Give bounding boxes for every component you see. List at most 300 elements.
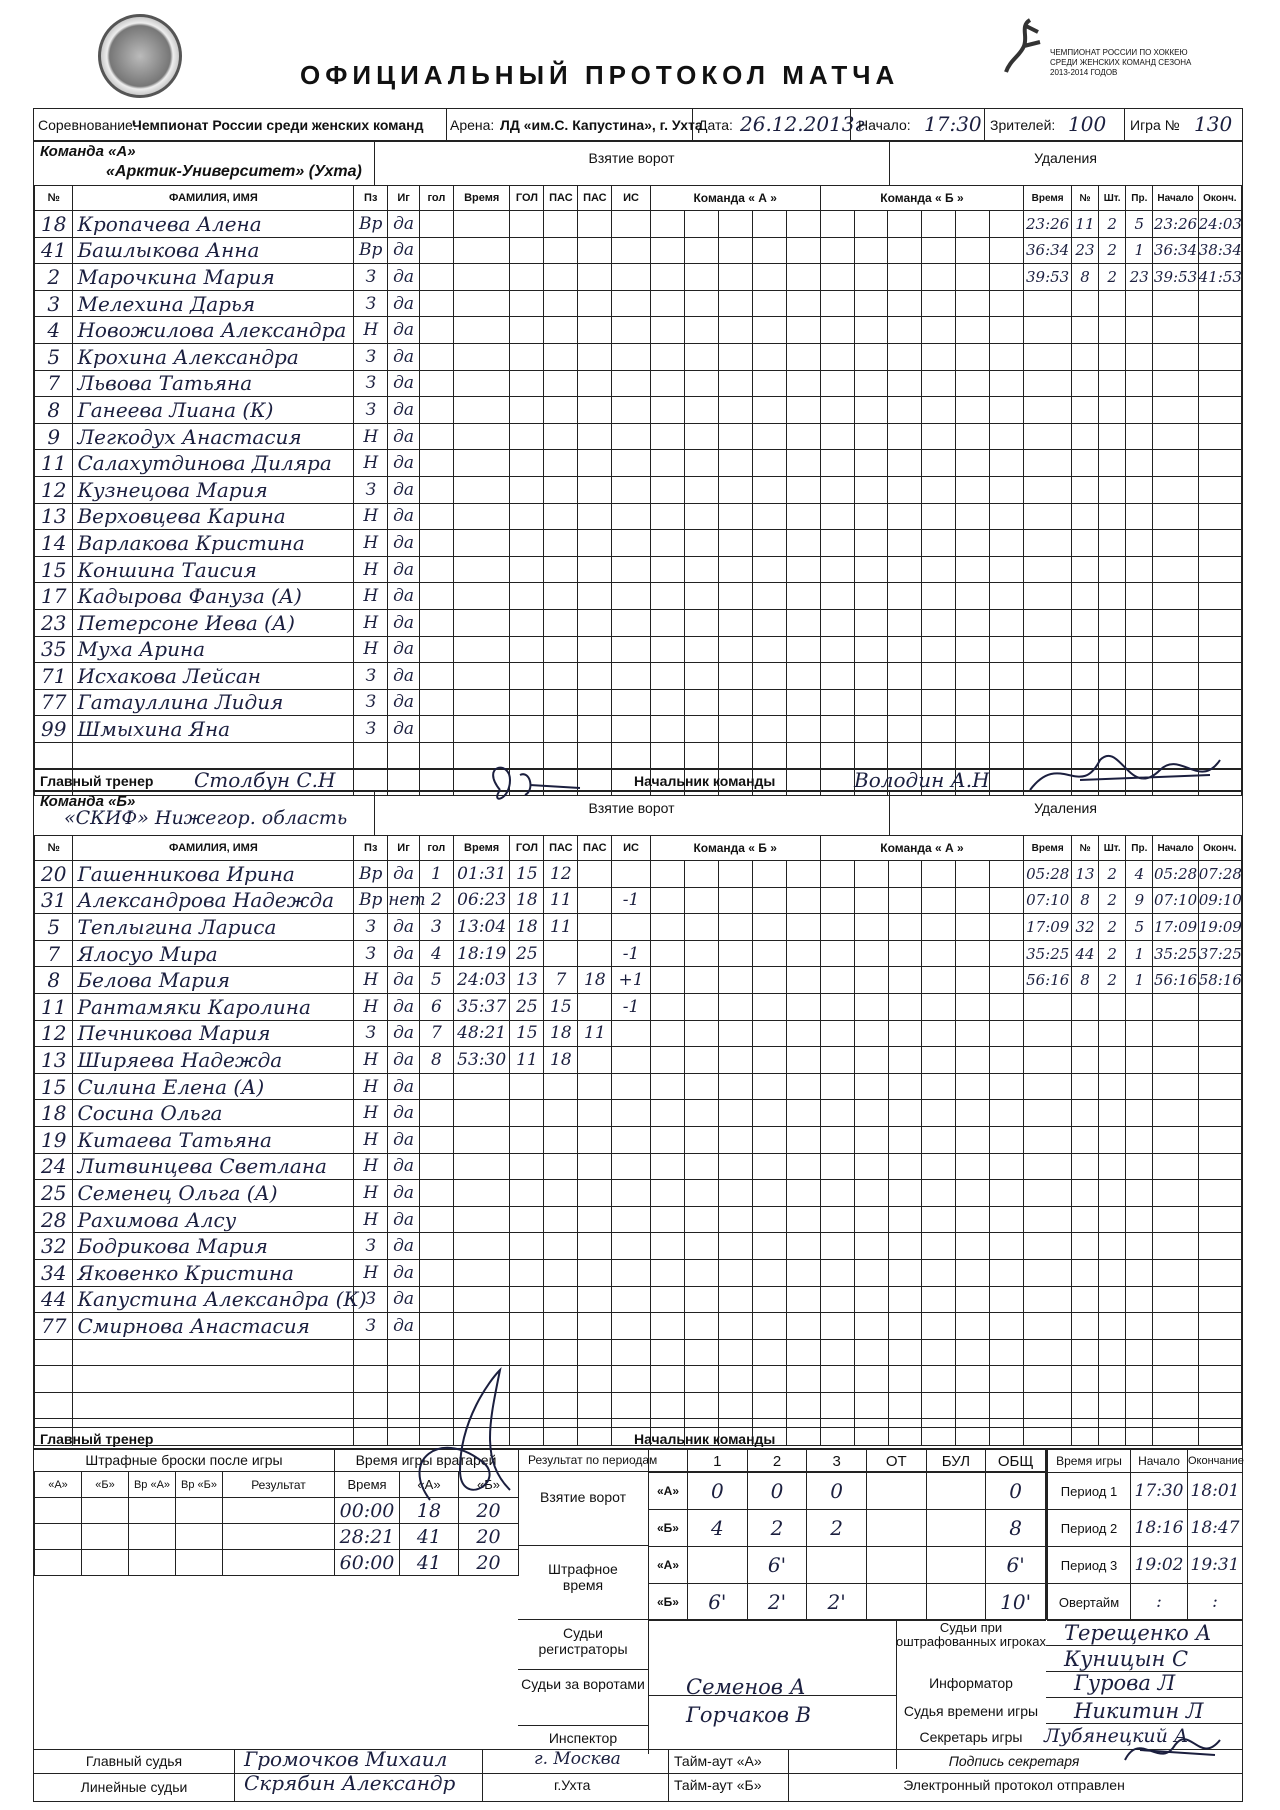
goal-grid-cell: [650, 583, 684, 610]
goal-grid-cell: [956, 609, 990, 636]
goal-grid-cell: [718, 967, 752, 994]
goal-grid-cell: [956, 1339, 990, 1366]
goal-grid-cell: [718, 1313, 752, 1340]
goal-assist-2: [578, 1366, 612, 1393]
goal-grid-cell: [956, 397, 990, 424]
penalties-section-title: Удаления: [889, 141, 1242, 186]
penalty-minutes: [1099, 1153, 1126, 1180]
goal-grid-cell: [854, 1366, 888, 1393]
player-row: [35, 530, 1242, 557]
goal-grid-cell: [684, 1100, 718, 1127]
goal-strength: [612, 370, 650, 397]
penalty-player: [1071, 503, 1098, 530]
player-position: Н: [354, 1100, 388, 1127]
goal-grid-cell: [820, 211, 854, 238]
own-team-goals-col: Команда « А »: [650, 186, 820, 211]
goal-grid-cell: [922, 1073, 956, 1100]
penalty-start: 39:53: [1153, 264, 1198, 291]
goal-grid-cell: [752, 1206, 786, 1233]
manager-label: Начальник команды: [634, 1431, 776, 1447]
penbox-judge-1: Терещенко А: [1064, 1621, 1212, 1645]
goal-number: [419, 1073, 453, 1100]
inspector-label: Инспектор: [518, 1725, 649, 1754]
goal-assist-2: 18: [578, 967, 612, 994]
player-number: 11: [35, 993, 73, 1020]
penalty-minutes: [1099, 636, 1126, 663]
penalty-reason: [1126, 1206, 1153, 1233]
goal-grid-cell: [854, 370, 888, 397]
goalie-col-time: Время: [335, 1472, 400, 1498]
player-name: Капустина Александра (К): [73, 1286, 354, 1313]
goal-grid-cell: [650, 914, 684, 941]
manager-signature: [1020, 740, 1230, 810]
footer-divider: [34, 1773, 1242, 1774]
player-number: 13: [35, 503, 73, 530]
footer-divider: [34, 1749, 1242, 1750]
goal-scorer: [510, 530, 544, 557]
goal-time: [453, 1126, 510, 1153]
penalty-start: [1153, 317, 1198, 344]
goal-grid-cell: [888, 1313, 922, 1340]
player-played: да: [388, 636, 420, 663]
goal-grid-cell: [650, 663, 684, 690]
goal-grid-cell: [854, 1047, 888, 1074]
player-position: З: [354, 1313, 388, 1340]
goal-grid-cell: [854, 1392, 888, 1419]
goal-assist-2: [578, 940, 612, 967]
goal-grid-cell: [650, 609, 684, 636]
goal-assist-2: [578, 1153, 612, 1180]
player-position: [354, 742, 388, 769]
penalty-start: [1153, 1153, 1198, 1180]
penalty-time: [1024, 476, 1072, 503]
player-number: 18: [35, 211, 73, 238]
goal-grid-cell: [786, 450, 820, 477]
goal-grid-cell: [922, 940, 956, 967]
period-col: ОБЩ: [986, 1450, 1046, 1473]
goal-grid-cell: [684, 370, 718, 397]
goal-grid-cell: [854, 1180, 888, 1207]
goal-strength: [612, 636, 650, 663]
period-row: [649, 1473, 1046, 1510]
player-number: 24: [35, 1153, 73, 1180]
goal-grid-cell: [718, 476, 752, 503]
player-played: да: [388, 343, 420, 370]
goal-number: [419, 397, 453, 424]
goal-grid-cell: [820, 993, 854, 1020]
penalty-player: [1071, 370, 1098, 397]
goal-grid-cell: [854, 636, 888, 663]
goal-grid-cell: [956, 1153, 990, 1180]
goal-assist-1: [544, 1153, 578, 1180]
championship-logo: [1000, 16, 1050, 76]
goal-grid-cell: [854, 423, 888, 450]
col-is: ИС: [612, 186, 650, 211]
penalty-start: [1153, 343, 1198, 370]
goal-grid-cell: [956, 1020, 990, 1047]
goal-grid-cell: [718, 1259, 752, 1286]
goal-strength: [612, 264, 650, 291]
goal-grid-cell: [786, 1313, 820, 1340]
penalty-time: [1024, 1366, 1072, 1393]
penalty-reason: 9: [1126, 887, 1153, 914]
player-number: 28: [35, 1206, 73, 1233]
goal-grid-cell: [956, 343, 990, 370]
period-value: [926, 1473, 986, 1510]
goal-assist-1: [544, 636, 578, 663]
penalty-reason: [1126, 370, 1153, 397]
goal-grid-cell: [786, 343, 820, 370]
penalty-start: 05:28: [1153, 861, 1198, 888]
goal-grid-cell: [752, 636, 786, 663]
referee-signature: [400, 1360, 550, 1510]
penalty-player: [1071, 716, 1098, 743]
goal-grid-cell: [888, 1392, 922, 1419]
goal-time: [453, 556, 510, 583]
goal-grid-cell: [888, 211, 922, 238]
goal-grid-cell: [854, 476, 888, 503]
goal-strength: [612, 1392, 650, 1419]
goal-grid-cell: [786, 1100, 820, 1127]
goal-grid-cell: [684, 609, 718, 636]
player-position: [354, 1339, 388, 1366]
penalty-minutes: [1099, 1180, 1126, 1207]
goal-grid-cell: [956, 914, 990, 941]
player-number: [35, 1339, 73, 1366]
player-row: [35, 290, 1242, 317]
player-number: 99: [35, 716, 73, 743]
goal-grid-cell: [888, 237, 922, 264]
goal-grid-cell: [956, 583, 990, 610]
period-value: [926, 1547, 986, 1584]
penalty-end: [1198, 423, 1241, 450]
player-played: да: [388, 914, 420, 941]
goal-grid-cell: [718, 1180, 752, 1207]
goal-assist-1: [544, 1073, 578, 1100]
player-row: [35, 237, 1242, 264]
penalty-end: [1198, 609, 1241, 636]
penalty-time: 17:09: [1024, 914, 1072, 941]
player-position: З: [354, 914, 388, 941]
goal-grid-cell: [786, 940, 820, 967]
player-row: [35, 1366, 1242, 1393]
goal-strength: [612, 1366, 650, 1393]
goal-grid-cell: [820, 1020, 854, 1047]
player-row: [35, 609, 1242, 636]
goal-assist-1: 11: [544, 914, 578, 941]
goal-grid-cell: [990, 370, 1024, 397]
goal-grid-cell: [718, 1206, 752, 1233]
goal-grid-cell: [990, 1206, 1024, 1233]
goal-scorer: 18: [510, 887, 544, 914]
penalty-time: [1024, 317, 1072, 344]
player-number: 35: [35, 636, 73, 663]
penalty-minutes: 2: [1099, 940, 1126, 967]
penalty-end: [1198, 1073, 1241, 1100]
col-goal: гол: [419, 186, 453, 211]
penalty-reason: [1126, 423, 1153, 450]
goal-grid-cell: [752, 423, 786, 450]
goal-scorer: [510, 397, 544, 424]
goal-assist-1: 18: [544, 1020, 578, 1047]
penalty-end: [1198, 397, 1241, 424]
goal-grid-cell: [786, 1286, 820, 1313]
penalty-time: [1024, 1180, 1072, 1207]
secretary-label: Секретарь игры: [919, 1729, 1023, 1745]
goal-scorer: [510, 689, 544, 716]
penalty-player: [1071, 343, 1098, 370]
player-row: [35, 861, 1242, 888]
period-value: 2: [807, 1510, 867, 1547]
goal-strength: [612, 1339, 650, 1366]
period-value: [688, 1547, 748, 1584]
penalty-player: [1071, 636, 1098, 663]
player-row: [35, 940, 1242, 967]
period-value: 6': [688, 1584, 748, 1621]
penalty-player: [1071, 556, 1098, 583]
goal-grid-cell: [820, 1100, 854, 1127]
goal-grid-cell: [922, 530, 956, 557]
penalty-reason: [1126, 689, 1153, 716]
goal-number: [419, 423, 453, 450]
goal-grid-cell: [990, 476, 1024, 503]
game-number-label: Игра №: [1130, 117, 1180, 133]
goal-grid-cell: [956, 530, 990, 557]
goal-strength: [612, 1206, 650, 1233]
goal-strength: [612, 530, 650, 557]
goal-assist-2: [578, 530, 612, 557]
goal-strength: [612, 1233, 650, 1260]
penalty-reason: [1126, 290, 1153, 317]
goal-grid-cell: [718, 237, 752, 264]
player-name: Варлакова Кристина: [73, 530, 354, 557]
goal-scorer: 25: [510, 940, 544, 967]
goal-grid-cell: [922, 967, 956, 994]
goal-grid-cell: [922, 742, 956, 769]
period-value: 4: [688, 1510, 748, 1547]
arena-label: Арена:: [450, 117, 495, 133]
period-value: 6': [986, 1547, 1046, 1584]
penalty-reason: [1126, 1100, 1153, 1127]
period-value: 2': [807, 1584, 867, 1621]
team-b-section: [33, 790, 1243, 1450]
penalty-time: [1024, 1020, 1072, 1047]
player-position: З: [354, 1286, 388, 1313]
goal-grid-cell: [922, 556, 956, 583]
player-name: Кропачева Алена: [73, 211, 354, 238]
player-row: [35, 1047, 1242, 1074]
goal-grid-cell: [990, 914, 1024, 941]
penalty-end: [1198, 1392, 1241, 1419]
goal-scorer: [510, 1233, 544, 1260]
goal-grid-cell: [650, 1313, 684, 1340]
goal-time: [453, 1313, 510, 1340]
goal-grid-cell: [888, 1366, 922, 1393]
penalty-end: [1198, 317, 1241, 344]
goal-grid-cell: [684, 967, 718, 994]
goal-time: [453, 583, 510, 610]
penalty-start: 07:10: [1153, 887, 1198, 914]
player-played: да: [388, 609, 420, 636]
period-time-row: [1048, 1510, 1243, 1547]
goal-grid-cell: [718, 503, 752, 530]
goal-time: 01:31: [453, 861, 510, 888]
own-team-goals-col: Команда « Б »: [650, 836, 820, 861]
goal-grid-cell: [888, 423, 922, 450]
penalty-end: [1198, 1020, 1241, 1047]
player-number: 71: [35, 663, 73, 690]
goal-grid-cell: [888, 1100, 922, 1127]
goal-grid-cell: [854, 716, 888, 743]
goal-grid-cell: [752, 370, 786, 397]
player-played: да: [388, 476, 420, 503]
goal-time: [453, 1073, 510, 1100]
player-position: Н: [354, 1180, 388, 1207]
goal-grid-cell: [718, 663, 752, 690]
goal-assist-2: [578, 290, 612, 317]
goal-grid-cell: [718, 423, 752, 450]
penalty-reason: [1126, 1259, 1153, 1286]
player-number: 17: [35, 583, 73, 610]
goal-grid-cell: [990, 940, 1024, 967]
goal-number: [419, 237, 453, 264]
goal-grid-cell: [990, 556, 1024, 583]
player-row: [35, 1020, 1242, 1047]
goal-time: [453, 663, 510, 690]
goal-grid-cell: [888, 914, 922, 941]
penalty-time: [1024, 503, 1072, 530]
pen-col-end: Оконч.: [1198, 186, 1241, 211]
penalty-time: [1024, 716, 1072, 743]
player-position: Н: [354, 503, 388, 530]
goal-grid-cell: [718, 1153, 752, 1180]
goal-grid-cell: [990, 742, 1024, 769]
goal-grid-cell: [888, 1286, 922, 1313]
player-position: Н: [354, 317, 388, 344]
penalty-minutes: 2: [1099, 264, 1126, 291]
goal-grid-cell: [820, 1126, 854, 1153]
goal-grid-cell: [888, 940, 922, 967]
goal-grid-cell: [684, 636, 718, 663]
goal-scorer: [510, 1180, 544, 1207]
goal-scorer: [510, 317, 544, 344]
goal-number: 1: [419, 861, 453, 888]
player-number: 32: [35, 1233, 73, 1260]
goal-grid-cell: [990, 967, 1024, 994]
goal-grid-cell: [786, 264, 820, 291]
player-row: [35, 503, 1242, 530]
player-name: Литвинцева Светлана: [73, 1153, 354, 1180]
penalty-end: [1198, 1286, 1241, 1313]
goals-section-title: Взятие ворот: [374, 141, 890, 186]
goal-grid-cell: [786, 397, 820, 424]
goal-grid-cell: [684, 1020, 718, 1047]
goal-assist-2: [578, 1126, 612, 1153]
player-played: да: [388, 1233, 420, 1260]
player-number: 41: [35, 237, 73, 264]
penalty-player: 23: [1071, 237, 1098, 264]
goal-grid-cell: [786, 1153, 820, 1180]
date-value: 26.12.2013г: [740, 112, 865, 136]
goal-grid-cell: [752, 583, 786, 610]
penalty-player: [1071, 1100, 1098, 1127]
goal-grid-cell: [684, 556, 718, 583]
penalty-start: [1153, 290, 1198, 317]
player-position: [354, 1392, 388, 1419]
goal-grid-cell: [888, 1339, 922, 1366]
player-row: [35, 1206, 1242, 1233]
goal-grid-cell: [854, 317, 888, 344]
goal-grid-cell: [786, 887, 820, 914]
goal-grid-cell: [684, 993, 718, 1020]
coach-label: Главный тренер: [40, 1431, 154, 1447]
goal-grid-cell: [956, 317, 990, 344]
player-name: Исхакова Лейсан: [73, 663, 354, 690]
goal-grid-cell: [684, 503, 718, 530]
goal-assist-2: [578, 663, 612, 690]
penalty-reason: [1126, 397, 1153, 424]
goal-grid-cell: [990, 237, 1024, 264]
player-row: [35, 1286, 1242, 1313]
penalty-start: [1153, 1206, 1198, 1233]
footer-col: [788, 1749, 789, 1801]
goal-grid-cell: [786, 1392, 820, 1419]
chief-ref-label: Главный судья: [85, 1753, 183, 1769]
goal-grid-cell: [956, 1126, 990, 1153]
goal-time: [453, 476, 510, 503]
penalty-end: 58:16: [1198, 967, 1241, 994]
goal-grid-cell: [854, 450, 888, 477]
penalty-end: [1198, 530, 1241, 557]
goal-grid-cell: [922, 716, 956, 743]
penalty-minutes: 2: [1099, 887, 1126, 914]
goal-assist-1: [544, 237, 578, 264]
goal-grid-cell: [990, 1233, 1024, 1260]
goal-grid-cell: [786, 1126, 820, 1153]
player-name: Муха Арина: [73, 636, 354, 663]
penalty-player: [1071, 1206, 1098, 1233]
goal-grid-cell: [650, 397, 684, 424]
goal-grid-cell: [922, 290, 956, 317]
goal-grid-cell: [684, 1180, 718, 1207]
penalty-time: 35:25: [1024, 940, 1072, 967]
goal-grid-cell: [718, 450, 752, 477]
goal-grid-cell: [922, 636, 956, 663]
goal-assist-2: [578, 423, 612, 450]
penalty-reason: 23: [1126, 264, 1153, 291]
penalty-reason: [1126, 716, 1153, 743]
penalty-start: [1153, 663, 1198, 690]
goal-time: [453, 503, 510, 530]
goal-grid-cell: [922, 914, 956, 941]
goal-assist-2: [578, 887, 612, 914]
goal-grid-cell: [820, 1366, 854, 1393]
goal-grid-cell: [854, 1233, 888, 1260]
penalty-time: [1024, 530, 1072, 557]
penalty-player: [1071, 290, 1098, 317]
penalty-minutes: 2: [1099, 211, 1126, 238]
penalty-minutes: [1099, 716, 1126, 743]
goal-number: 4: [419, 940, 453, 967]
goal-grid-cell: [922, 609, 956, 636]
goal-scorer: 15: [510, 861, 544, 888]
goal-assist-1: [544, 450, 578, 477]
penalty-time: [1024, 1392, 1072, 1419]
goal-grid-cell: [786, 1259, 820, 1286]
goal-grid-cell: [820, 476, 854, 503]
goal-grid-cell: [752, 609, 786, 636]
goal-grid-cell: [684, 914, 718, 941]
